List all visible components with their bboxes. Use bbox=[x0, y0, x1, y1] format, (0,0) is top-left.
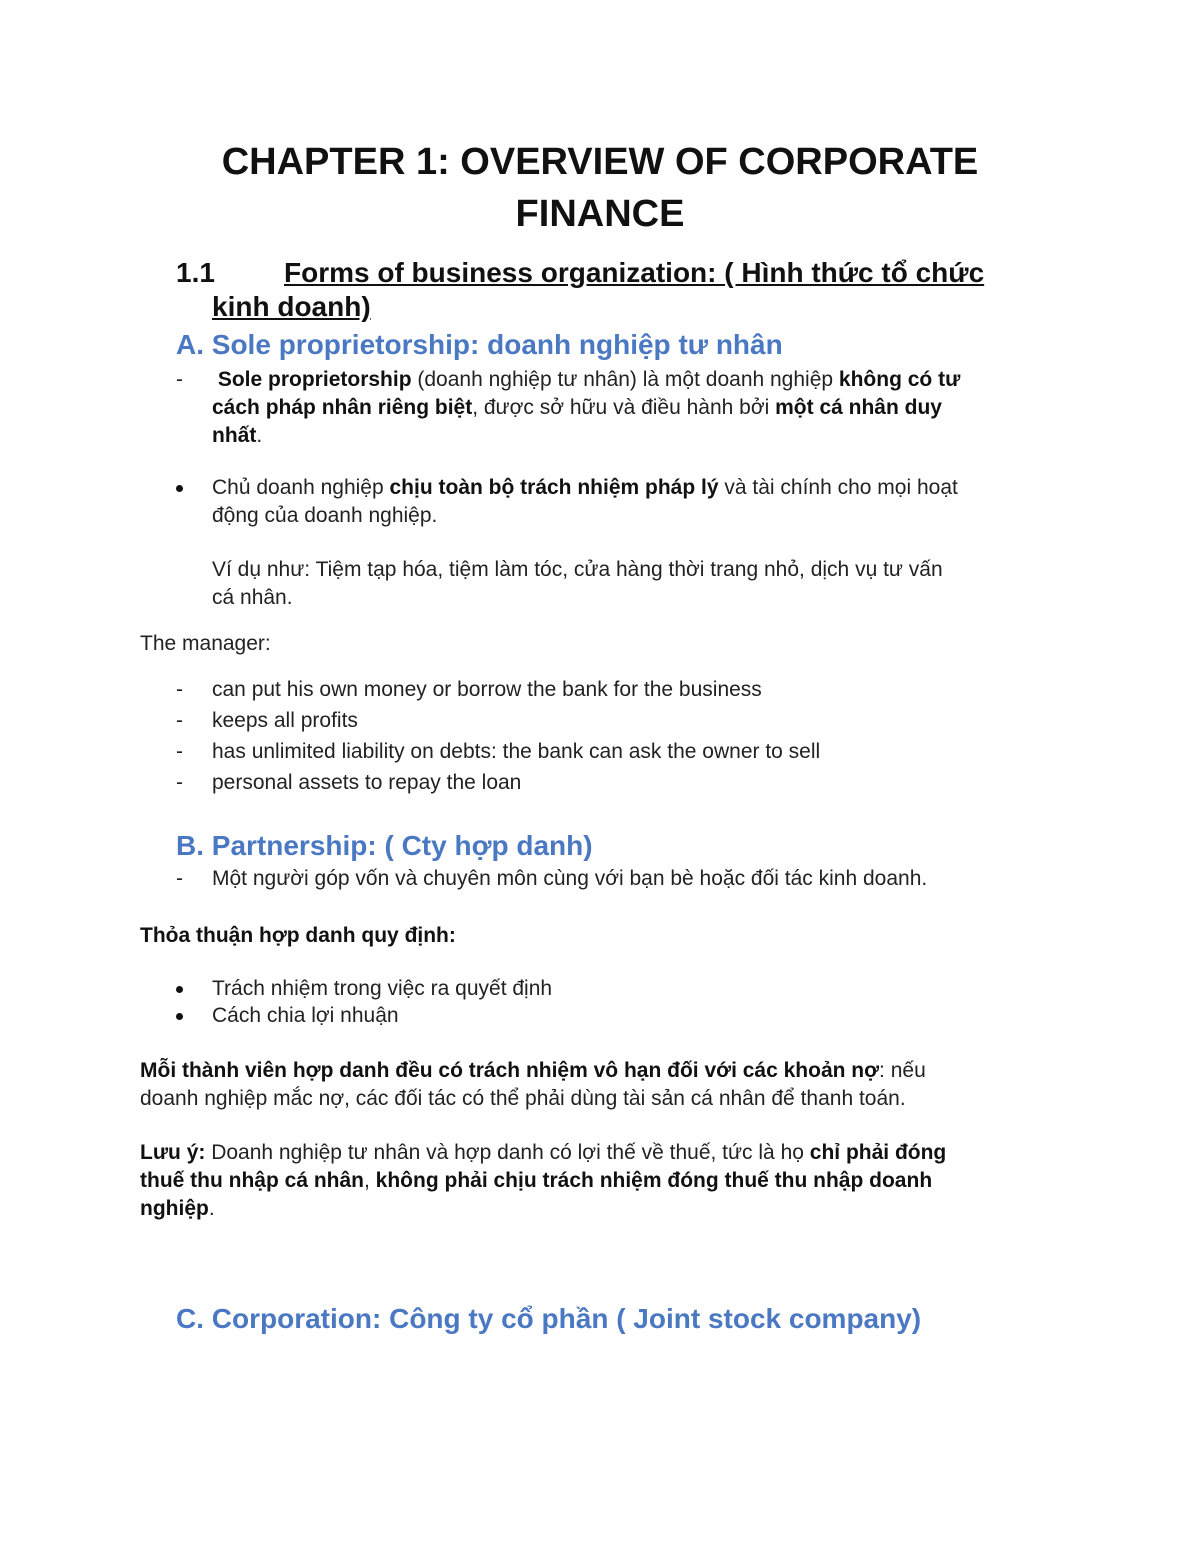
subheading-partnership bbox=[176, 829, 593, 863]
chapter-title-line-1: CHAPTER 1: OVERVIEW OF CORPORATE bbox=[221, 141, 979, 183]
bullet-dot bbox=[176, 1013, 183, 1020]
text-run: (doanh nghiệp tư nhân) là một doanh nghiệp bbox=[411, 368, 839, 391]
dash-marker: - bbox=[176, 709, 183, 732]
subheading-text: Partnership: ( Cty hợp danh) bbox=[211, 830, 593, 861]
dash-marker: - bbox=[176, 867, 183, 890]
bold-term: nhất bbox=[212, 424, 257, 447]
subheading-sole-proprietorship bbox=[176, 328, 783, 362]
subheading-letter: C. bbox=[176, 1303, 204, 1334]
bold-term: không phải chịu trách nhiệm đóng thuế thu nhập doanh bbox=[375, 1169, 933, 1192]
chapter-title bbox=[140, 136, 1060, 240]
agreement-label bbox=[140, 922, 990, 950]
partnership-definition: Một người góp vốn và chuyên môn cùng với bạn bè hoặc đối tác kinh doanh. bbox=[212, 867, 928, 890]
subheading-text: Corporation: Công ty cổ phần ( Joint stock company) bbox=[211, 1303, 922, 1334]
bold-term: Lưu ý: bbox=[140, 1141, 206, 1164]
manager-item-2: keeps all profits bbox=[212, 709, 358, 732]
bullet-dot bbox=[176, 485, 183, 492]
section-number: 1.1 bbox=[176, 257, 215, 288]
subheading-text: Sole proprietorship: doanh nghiệp tư nhân bbox=[211, 329, 783, 360]
chapter-title-line-2: FINANCE bbox=[515, 193, 685, 235]
bold-term: không có tư bbox=[838, 368, 961, 391]
example-line-2: cá nhân. bbox=[212, 586, 293, 609]
example-line-1: Ví dụ như: Tiệm tạp hóa, tiệm làm tóc, cửa hàng thời trang nhỏ, dịch vụ tư vấn bbox=[212, 558, 943, 581]
bullet-dot bbox=[176, 986, 183, 993]
text-run: . bbox=[256, 424, 263, 447]
bold-term: Sole proprietorship bbox=[217, 368, 412, 391]
text-run: . bbox=[208, 1197, 215, 1220]
dash-marker: - bbox=[176, 740, 183, 763]
manager-item-3: has unlimited liability on debts: the bank can ask the owner to sell bbox=[212, 740, 821, 763]
text-run: Doanh nghiệp tư nhân và hợp danh có lợi thế về thuế, tức là họ bbox=[205, 1141, 810, 1164]
text-run: động của doanh nghiệp. bbox=[212, 504, 438, 527]
agreement-item-2: Cách chia lợi nhuận bbox=[212, 1004, 399, 1027]
manager-label: The manager: bbox=[140, 632, 271, 655]
section-title-line-1: Forms of business organization: ( Hình thức tổ chức bbox=[284, 257, 985, 288]
subheading-letter: A. bbox=[176, 329, 204, 360]
bold-term: thuế thu nhập cá nhân bbox=[140, 1169, 364, 1192]
text-run: , được sở hữu và điều hành bởi bbox=[472, 396, 776, 419]
manager-item-4: personal assets to repay the loan bbox=[212, 771, 522, 794]
agreement-item-1: Trách nhiệm trong việc ra quyết định bbox=[212, 977, 553, 1000]
bold-term: chỉ phải đóng bbox=[809, 1141, 947, 1164]
text-run: doanh nghiệp mắc nợ, các đối tác có thể phải dùng tài sản cá nhân để thanh toán. bbox=[140, 1087, 906, 1110]
example-paragraph bbox=[212, 556, 1062, 612]
bold-term: nghiệp bbox=[140, 1197, 209, 1220]
bold-term: Mỗi thành viên hợp danh đều có trách nhiệm vô hạn đối với các khoản nợ bbox=[140, 1059, 880, 1082]
manager-item-1: can put his own money or borrow the bank for the business bbox=[212, 678, 762, 701]
bold-term: Thỏa thuận hợp danh quy định: bbox=[140, 924, 456, 947]
text-run: Chủ doanh nghiệp bbox=[212, 476, 390, 499]
bold-term: chịu toàn bộ trách nhiệm pháp lý bbox=[389, 476, 719, 499]
dash-marker: - bbox=[176, 368, 183, 391]
subheading-corporation bbox=[176, 1302, 921, 1336]
text-run: : nếu bbox=[879, 1059, 926, 1082]
dash-marker: - bbox=[176, 678, 183, 701]
dash-marker: - bbox=[176, 771, 183, 794]
text-run: và tài chính cho mọi hoạt bbox=[718, 476, 958, 499]
owner-liability-paragraph bbox=[212, 474, 1062, 530]
bold-term: một cá nhân duy bbox=[775, 396, 942, 419]
text-run: , bbox=[364, 1169, 376, 1192]
tax-note-paragraph bbox=[140, 1139, 1060, 1223]
section-title-line-2: kinh doanh) bbox=[212, 291, 371, 322]
bold-term: cách pháp nhân riêng biệt bbox=[212, 396, 473, 419]
sole-definition-paragraph bbox=[212, 366, 1062, 450]
section-title bbox=[212, 256, 1072, 324]
unlimited-liability-paragraph bbox=[140, 1057, 1040, 1113]
subheading-letter: B. bbox=[176, 830, 204, 861]
